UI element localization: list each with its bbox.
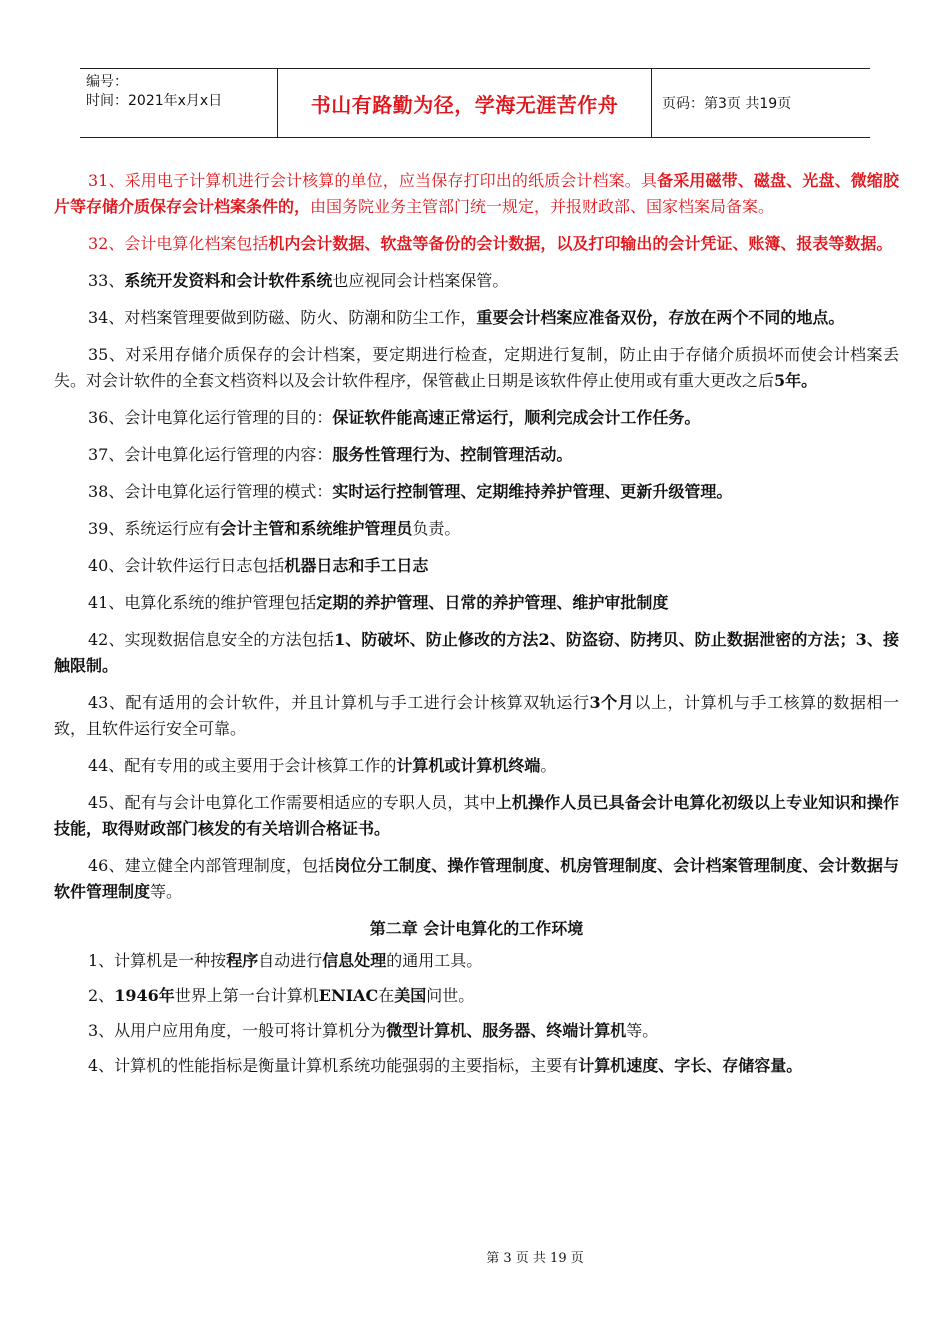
paragraph-c1 <box>54 948 899 974</box>
paragraph-gap <box>54 431 899 442</box>
paragraph-p42 <box>54 627 899 679</box>
paragraph-text: 41、电算化系统的维护管理包括 <box>88 593 317 612</box>
paragraph-text: 。 <box>540 756 557 775</box>
header-meta <box>80 69 278 137</box>
paragraph-emphasis: 上机操作人员已具备会计电算化初级以上专业知识和操作技能，取得财政部门核发的有关培训合格证书。 <box>54 793 899 838</box>
header-page-code: 页码：第3页 共19页 <box>662 96 792 112</box>
paragraph-c2 <box>54 983 899 1009</box>
paragraph-p33 <box>54 268 899 294</box>
paragraph-gap <box>54 1079 899 1088</box>
document-date-label: 时间：2021年x月x日 <box>86 93 223 109</box>
paragraph-text: 33、 <box>88 271 125 290</box>
paragraph-emphasis: ENIAC <box>318 986 379 1005</box>
paragraph-p44 <box>54 753 899 779</box>
paragraph-text: 等。 <box>626 1021 659 1040</box>
paragraph-text: 37、会计电算化运行管理的内容： <box>88 445 333 464</box>
paragraph-text: 45、配有与会计电算化工作需要相适应的专职人员，其中 <box>88 793 496 812</box>
paragraph-emphasis: 1、防破坏、防止修改的方法2、防盗窃、防拷贝、防止数据泄密的方法；3、接触限制。 <box>54 630 899 675</box>
paragraph-p32 <box>54 231 899 257</box>
paragraph-emphasis: 服务性管理行为、控制管理活动。 <box>332 445 573 464</box>
paragraph-text: 2、 <box>88 986 115 1005</box>
paragraph-p36 <box>54 405 899 431</box>
paragraph-gap <box>54 679 899 690</box>
paragraph-text: 问世。 <box>426 986 475 1005</box>
paragraph-text: 等。 <box>150 882 183 901</box>
paragraph-emphasis: 系统开发资料和会计软件系统 <box>124 271 333 290</box>
paragraph-emphasis: 美国 <box>394 986 427 1005</box>
paragraph-emphasis: 会计主管和系统维护管理员 <box>220 519 413 538</box>
paragraph-text: 也应视同会计档案保管。 <box>332 271 509 290</box>
paragraph-text: 38、会计电算化运行管理的模式： <box>88 482 333 501</box>
paragraph-gap <box>54 742 899 753</box>
page-header <box>80 68 870 138</box>
paragraph-text: 3、从用户应用角度，一般可将计算机分为 <box>88 1021 387 1040</box>
paragraph-text: 1、计算机是一种按 <box>88 951 227 970</box>
paragraph-gap <box>54 220 899 231</box>
paragraph-p37 <box>54 442 899 468</box>
paragraph-c3 <box>54 1018 899 1044</box>
paragraph-p31 <box>54 168 899 220</box>
paragraph-emphasis: 信息处理 <box>322 951 387 970</box>
paragraph-emphasis: 微型计算机、服务器、终端计算机 <box>386 1021 627 1040</box>
paragraph-text: 43、配有适用的会计软件，并且计算机与手工进行会计核算双轨运行 <box>88 693 590 712</box>
document-number-label: 编号： <box>86 74 128 90</box>
paragraph-gap <box>54 394 899 405</box>
paragraph-p46 <box>54 853 899 905</box>
paragraph-p41 <box>54 590 899 616</box>
paragraph-text: 由国务院业务主管部门统一规定，并报财政部、国家档案局备案。 <box>310 197 775 216</box>
paragraph-text: 44、配有专用的或主要用于会计核算工作的 <box>88 756 397 775</box>
paragraph-p35 <box>54 342 899 394</box>
paragraph-text: 在 <box>378 986 395 1005</box>
document-body <box>54 168 899 1088</box>
paragraph-p34 <box>54 305 899 331</box>
paragraph-p39 <box>54 516 899 542</box>
paragraph-gap <box>54 505 899 516</box>
paragraph-text: 4、计算机的性能指标是衡量计算机系统功能强弱的主要指标，主要有 <box>88 1056 579 1075</box>
paragraph-emphasis: 程序 <box>226 951 259 970</box>
paragraph-text: 40、会计软件运行日志包括 <box>88 556 285 575</box>
paragraph-text: 35、对采用存储介质保存的会计档案，要定期进行检查，定期进行复制，防止由于存储介质损坏而使会计档案丢失。对会计软件的全套文档资料以及会计软件程序，保管截止日期是该软件停止使用或有重大更改之后 <box>54 345 899 390</box>
chapter-paragraph-list <box>54 948 899 1088</box>
paragraph-emphasis: 备采用磁带、磁盘、光盘、微缩胶片等存储介质保存会计档案条件的， <box>54 171 899 216</box>
paragraph-emphasis: 机器日志和手工日志 <box>284 556 429 575</box>
paragraph-emphasis: 实时运行控制管理、定期维持养护管理、更新升级管理。 <box>332 482 733 501</box>
paragraph-p40 <box>54 553 899 579</box>
paragraph-gap <box>54 1044 899 1053</box>
chapter-title: 第二章 会计电算化的工作环境 <box>369 919 584 938</box>
paragraph-text: 34、对档案管理要做到防磁、防火、防潮和防尘工作， <box>88 308 477 327</box>
paragraph-text: 31、采用电子计算机进行会计核算的单位，应当保存打印出的纸质会计档案。具 <box>88 171 658 190</box>
paragraph-gap <box>54 579 899 590</box>
header-motto-cell <box>278 69 652 137</box>
paragraph-emphasis: 5年。 <box>774 371 818 390</box>
page-footer: 第 3 页 共 19 页 <box>486 1251 584 1266</box>
paragraph-gap <box>54 1009 899 1018</box>
paragraph-text: 自动进行 <box>258 951 323 970</box>
paragraph-c4 <box>54 1053 899 1079</box>
header-motto: 书山有路勤为径，学海无涯苦作舟 <box>310 92 619 117</box>
paragraph-text: 负责。 <box>412 519 461 538</box>
paragraph-gap <box>54 779 899 790</box>
paragraph-gap <box>54 905 899 916</box>
paragraph-gap <box>54 468 899 479</box>
paragraph-p45 <box>54 790 899 842</box>
paragraph-text: 世界上第一台计算机 <box>174 986 319 1005</box>
paragraph-emphasis: 保证软件能高速正常运行，顺利完成会计工作任务。 <box>332 408 701 427</box>
paragraph-p38 <box>54 479 899 505</box>
header-page-code-cell <box>652 69 870 137</box>
paragraph-gap <box>54 974 899 983</box>
paragraph-text: 以上，计算机与手工核算的数据相一致，且软件运行安全可靠。 <box>54 693 899 738</box>
paragraph-text: 46、建立健全内部管理制度，包括 <box>88 856 335 875</box>
paragraph-emphasis: 3个月 <box>589 693 635 712</box>
paragraph-gap <box>54 616 899 627</box>
paragraph-gap <box>54 542 899 553</box>
paragraph-gap <box>54 842 899 853</box>
paragraph-emphasis: 机内会计数据、软盘等备份的会计数据，以及打印输出的会计凭证、账簿、报表等数据。 <box>268 234 893 253</box>
paragraph-list <box>54 168 899 916</box>
paragraph-emphasis: 计算机或计算机终端 <box>396 756 541 775</box>
paragraph-gap <box>54 257 899 268</box>
paragraph-text: 32、会计电算化档案包括 <box>88 234 269 253</box>
paragraph-text: 42、实现数据信息安全的方法包括 <box>88 630 334 649</box>
paragraph-emphasis: 岗位分工制度、操作管理制度、机房管理制度、会计档案管理制度、会计数据与软件管理制度 <box>54 856 899 901</box>
paragraph-text: 36、会计电算化运行管理的目的： <box>88 408 333 427</box>
paragraph-gap <box>54 331 899 342</box>
paragraph-emphasis: 重要会计档案应准备双份，存放在两个不同的地点。 <box>476 308 845 327</box>
paragraph-gap <box>54 294 899 305</box>
paragraph-text: 的通用工具。 <box>386 951 483 970</box>
paragraph-emphasis: 计算机速度、字长、存储容量。 <box>578 1056 803 1075</box>
paragraph-emphasis: 1946年 <box>114 986 175 1005</box>
paragraph-text: 39、系统运行应有 <box>88 519 221 538</box>
paragraph-emphasis: 定期的养护管理、日常的养护管理、维护审批制度 <box>316 593 669 612</box>
paragraph-p43 <box>54 690 899 742</box>
